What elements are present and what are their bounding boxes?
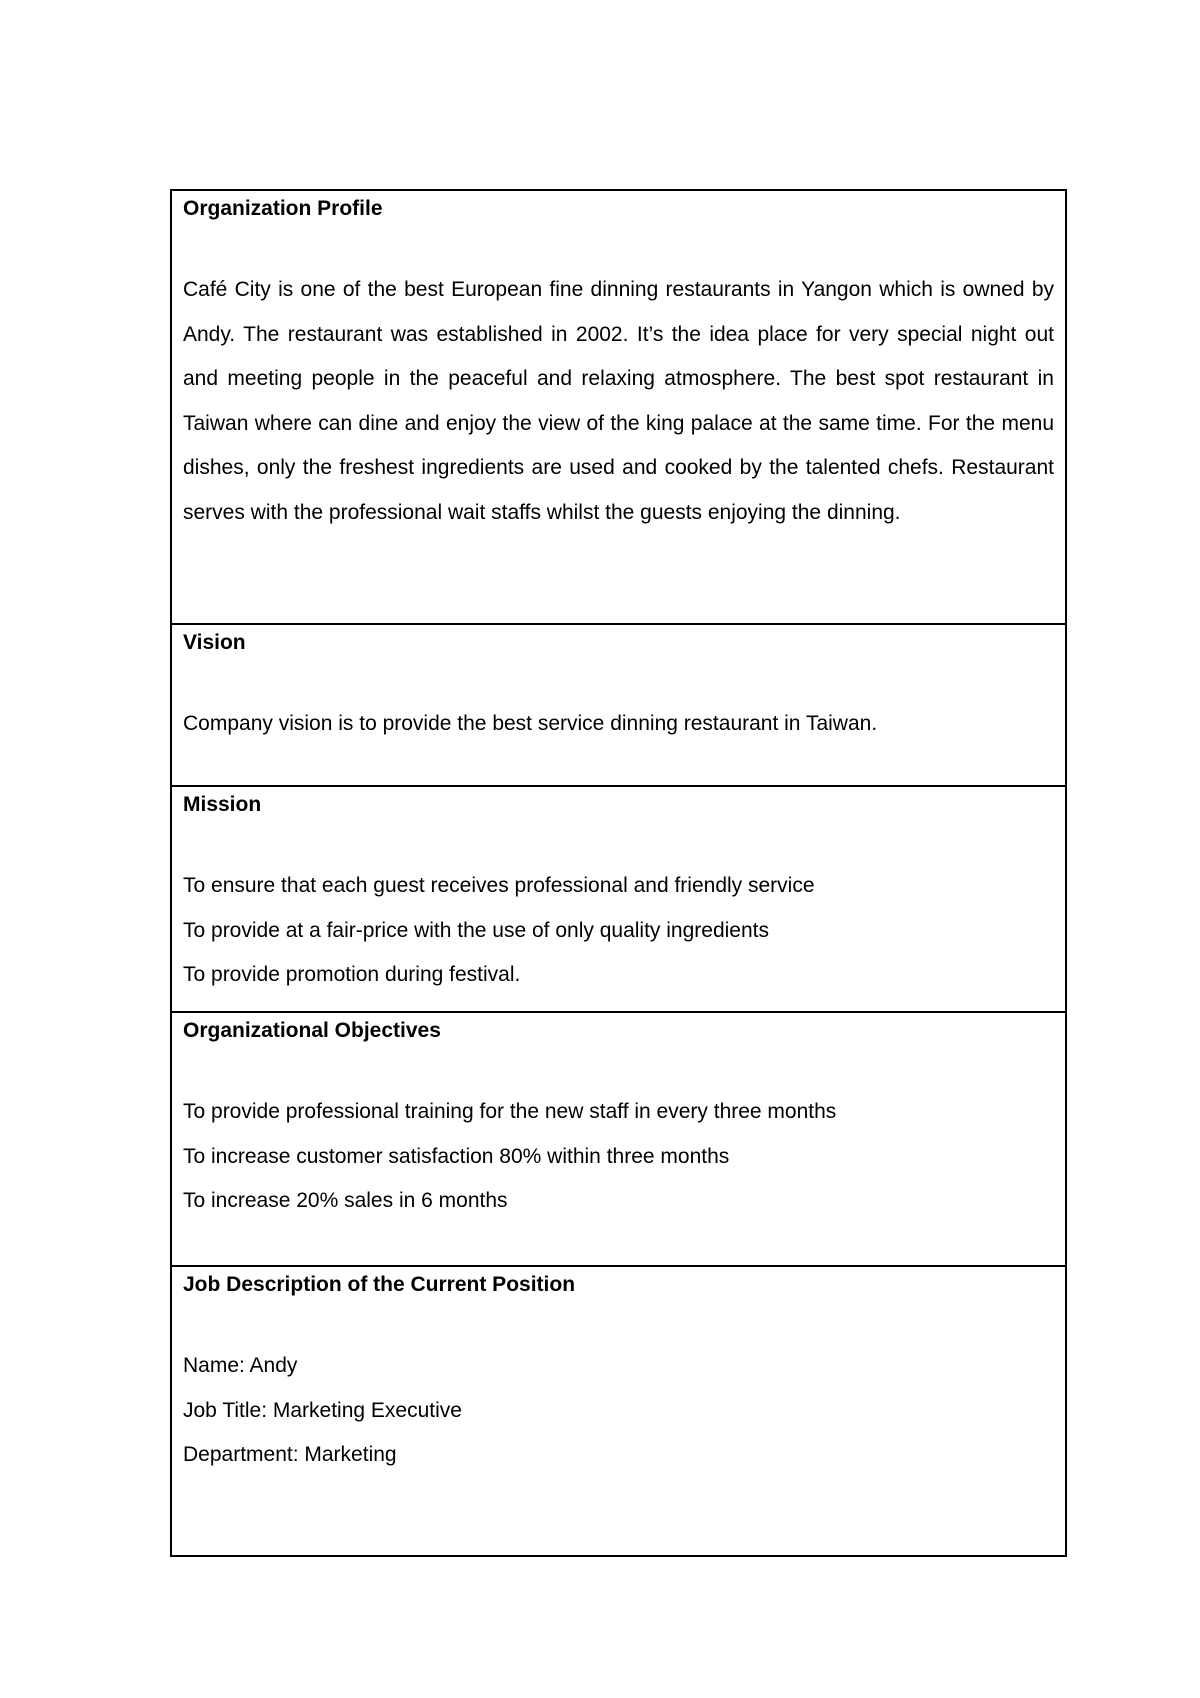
job-description-heading: Job Description of the Current Position [183,1273,576,1296]
job-title: Job Title: Marketing Executive [183,1398,462,1422]
objective-item: To increase customer satisfaction 80% within three months [183,1144,730,1168]
profile-table [170,189,1067,1557]
objectives-section [172,1011,1065,1265]
objectives-heading: Organizational Objectives [183,1019,441,1042]
mission-heading: Mission [183,793,262,816]
vision-heading: Vision [183,631,246,654]
organization-profile-heading: Organization Profile [183,197,383,220]
mission-item: To ensure that each guest receives professional and friendly service [183,874,815,897]
job-department: Department: Marketing [183,1443,397,1466]
vision-text: Company vision is to provide the best service dinning restaurant in Taiwan. [183,712,878,735]
job-description-section [172,1265,1065,1555]
mission-section [172,785,1065,1011]
job-name: Name: Andy [183,1354,298,1377]
mission-item: To provide promotion during festival. [183,963,521,986]
organization-profile-section [172,191,1065,623]
objective-item: To increase 20% sales in 6 months [183,1189,508,1212]
mission-item: To provide at a fair-price with the use of only quality ingredients [183,918,769,942]
vision-section [172,623,1065,785]
organization-profile-text: Café City is one of the best European fine dinning restaurants in Yangon which is owned by Andy. The restaurant was established in 2002. It’s the idea place for very special night out and meeting people in the peaceful and relaxing atmosphere. The best spot restaurant in Taiwan where can dine and enjoy the view of the king palace at the same time. For the menu dishes, only the freshest ingredients are used and cooked by the talented chefs. Restaurant serves with the professional wait staffs whilst the guests enjoying the dinning. [183,278,1054,524]
objective-item: To provide professional training for the new staff in every three months [183,1100,837,1123]
